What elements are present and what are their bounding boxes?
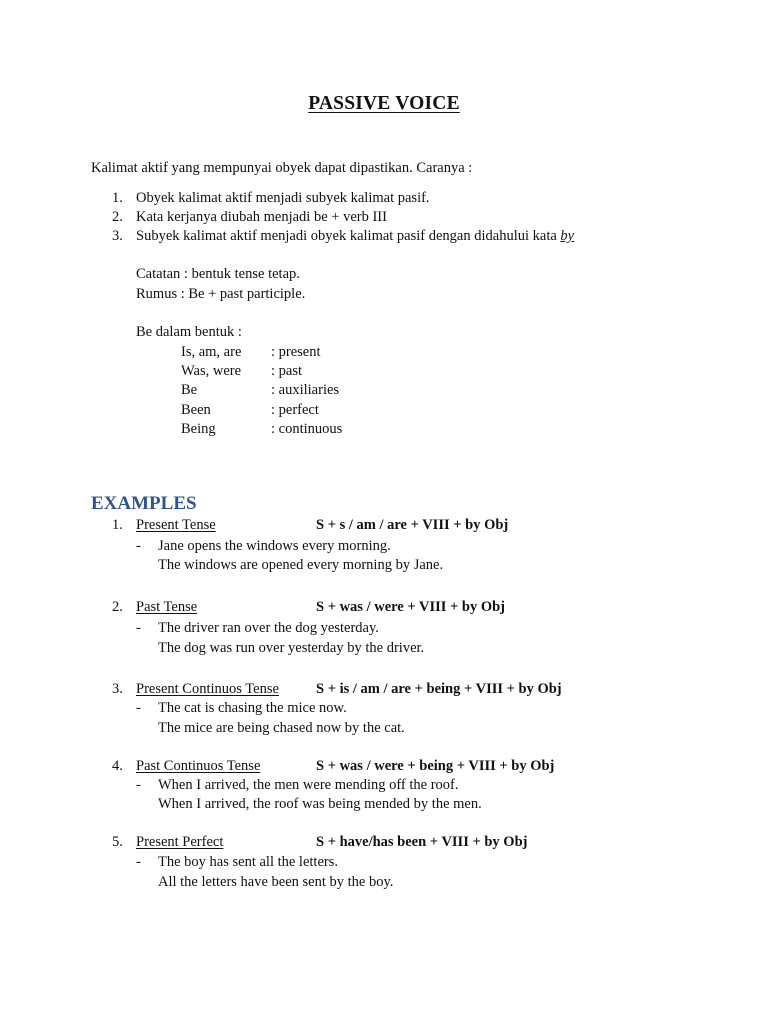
example-active: The boy has sent all the letters.	[158, 854, 338, 870]
example-tense: Past Continuos Tense	[136, 758, 261, 774]
example-formula: S + s / am / are + VIII + by Obj	[316, 517, 509, 533]
be-form: Being	[181, 421, 216, 437]
step-text: Obyek kalimat aktif menjadi subyek kalimat pasif.	[136, 190, 430, 206]
be-form: Been	[181, 402, 211, 418]
example-passive: The dog was run over yesterday by the driver.	[158, 640, 425, 656]
intro-text: Kalimat aktif yang mempunyai obyek dapat dipastikan. Caranya :	[91, 160, 473, 176]
example-number: 5.	[112, 834, 123, 850]
example-passive: All the letters have been sent by the boy.	[158, 874, 394, 890]
be-form: Be	[181, 382, 198, 398]
example-tense: Present Tense	[136, 517, 216, 533]
step-number: 3.	[112, 228, 123, 244]
example-active: The cat is chasing the mice now.	[158, 700, 347, 716]
example-passive: When I arrived, the roof was being mended by the men.	[158, 796, 482, 812]
step-number: 1.	[112, 190, 123, 206]
example-active: Jane opens the windows every morning.	[158, 538, 391, 554]
example-active: When I arrived, the men were mending off the roof.	[158, 777, 459, 793]
step-text-line	[136, 229, 574, 244]
step-text: Kata kerjanya diubah menjadi be + verb III	[136, 209, 387, 225]
example-number: 2.	[112, 599, 123, 615]
example-number: 4.	[112, 758, 123, 774]
example-dash: -	[136, 777, 141, 793]
emphasis-by: by	[560, 228, 575, 244]
be-forms-heading: Be dalam bentuk :	[136, 324, 242, 340]
example-dash: -	[136, 538, 141, 554]
be-form: Was, were	[181, 363, 242, 379]
example-tense: Present Perfect	[136, 834, 224, 850]
be-use: : present	[271, 344, 321, 360]
example-formula: S + is / am / are + being + VIII + by Obj	[316, 681, 562, 697]
example-active: The driver ran over the dog yesterday.	[158, 620, 379, 636]
examples-heading: EXAMPLES	[91, 493, 197, 514]
example-dash: -	[136, 700, 141, 716]
be-use: : auxiliaries	[271, 382, 340, 398]
be-use: : past	[271, 363, 303, 379]
example-tense: Past Tense	[136, 599, 198, 615]
example-passive: The mice are being chased now by the cat.	[158, 720, 405, 736]
be-use: : perfect	[271, 402, 319, 418]
example-number: 1.	[112, 517, 123, 533]
example-formula: S + have/has been + VIII + by Obj	[316, 834, 528, 850]
example-formula: S + was / were + VIII + by Obj	[316, 599, 506, 615]
example-number: 3.	[112, 681, 123, 697]
step-text: Subyek kalimat aktif menjadi obyek kalimat pasif dengan didahului kata	[136, 228, 557, 244]
note-rumus: Rumus : Be + past participle.	[136, 286, 306, 302]
step-number: 2.	[112, 209, 123, 225]
be-use: : continuous	[271, 421, 343, 437]
example-passive: The windows are opened every morning by Jane.	[158, 557, 444, 573]
note-catatan: Catatan : bentuk tense tetap.	[136, 266, 300, 282]
example-tense: Present Continuos Tense	[136, 681, 279, 697]
example-dash: -	[136, 620, 141, 636]
example-dash: -	[136, 854, 141, 870]
page-title: PASSIVE VOICE	[308, 93, 460, 114]
be-form: Is, am, are	[181, 344, 242, 360]
example-formula: S + was / were + being + VIII + by Obj	[316, 758, 555, 774]
